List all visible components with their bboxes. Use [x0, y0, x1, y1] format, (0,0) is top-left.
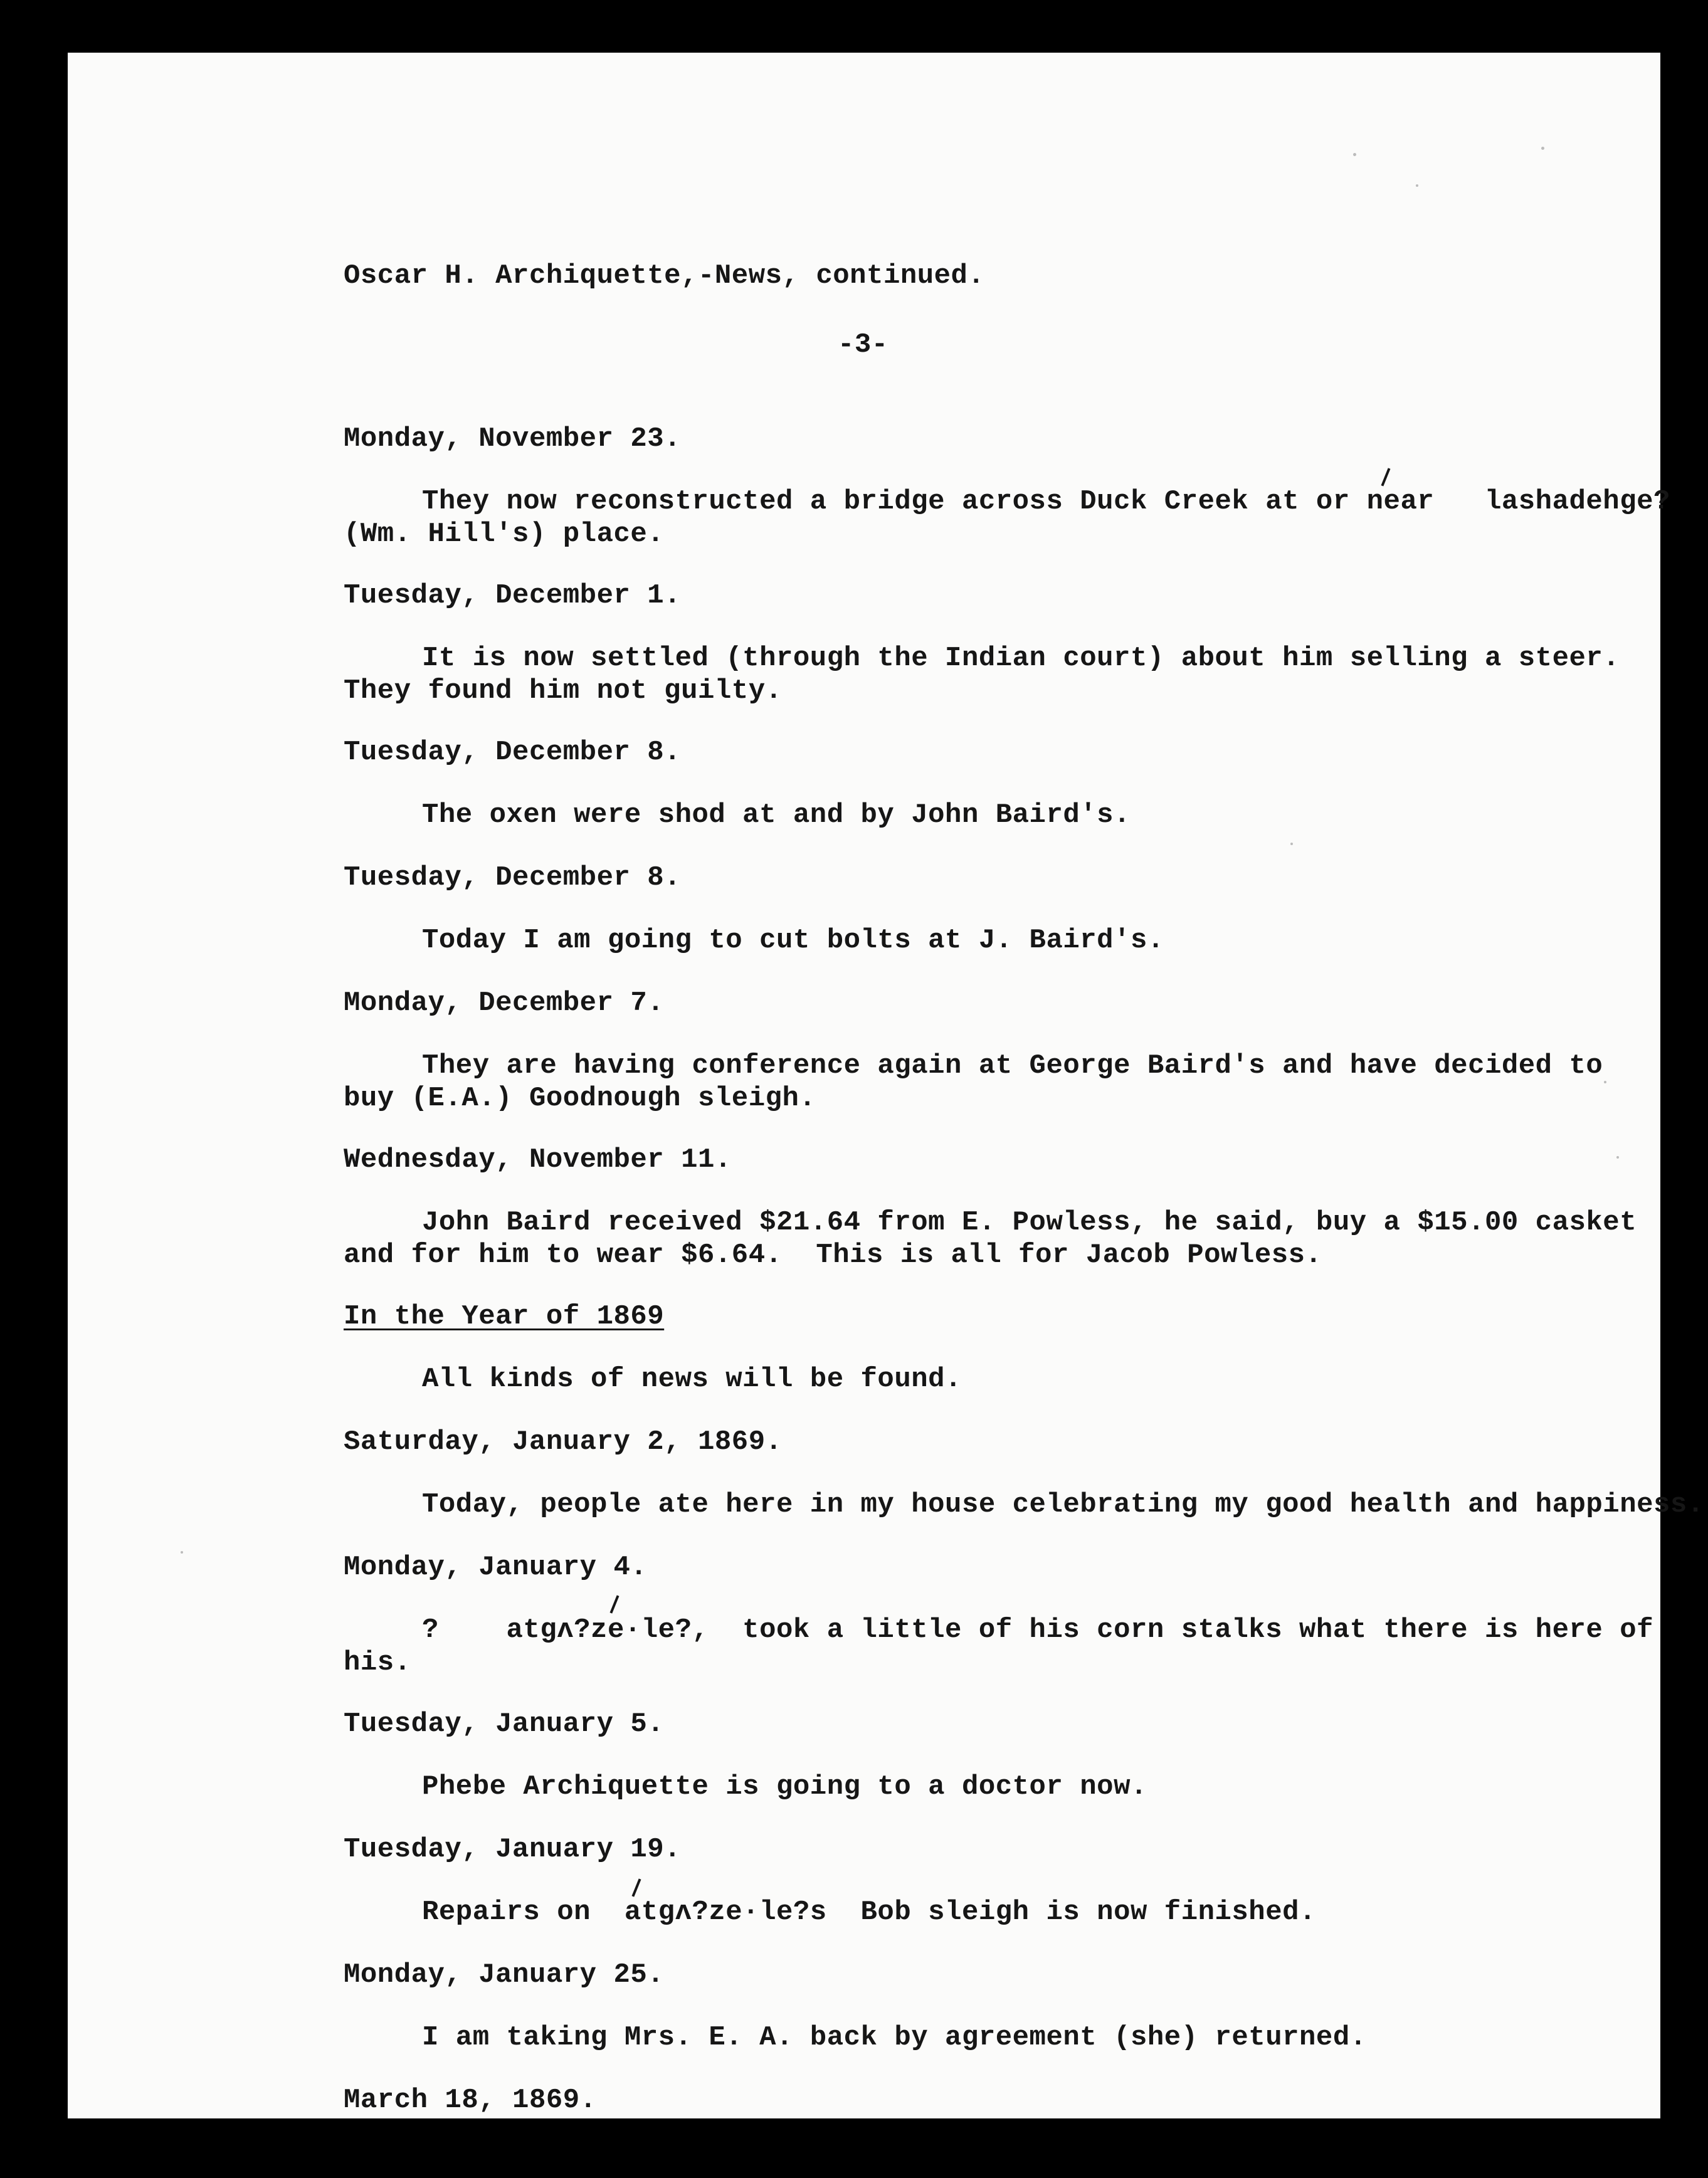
- paper-speck: [1416, 184, 1418, 187]
- entry-text: They now reconstructed a bridge across Duck Creek at or near lashadehge?: [422, 486, 1670, 517]
- paper-speck: [1604, 1081, 1606, 1083]
- entry-text: I am taking Mrs. E. A. back by agreement (she) returned.: [422, 2022, 1367, 2053]
- entry-date: Monday, December 7.: [344, 987, 665, 1019]
- entry-text: buy (E.A.) Goodnough sleigh.: [344, 1083, 816, 1114]
- entry-date: Tuesday, January 19.: [344, 1834, 682, 1865]
- entry-date: Monday, November 23.: [344, 423, 682, 455]
- entry-date: Tuesday, December 8.: [344, 862, 682, 893]
- paper-speck: [1541, 147, 1544, 150]
- paper-speck: [1616, 1156, 1619, 1159]
- entry-date: Tuesday, December 1.: [344, 580, 682, 611]
- entry-text: Repairs on atgʌ?ze·le?s Bob sleigh is now finished.: [422, 1897, 1316, 1928]
- entry-date: Tuesday, January 5.: [344, 1708, 665, 1740]
- entry-text: ? atgʌ?ze·le?, took a little of his corn stalks what there is here of: [422, 1614, 1654, 1646]
- entry-text: They found him not guilty.: [344, 675, 783, 707]
- entry-text: The oxen were shod at and by John Baird's.: [422, 799, 1131, 831]
- document-title: Oscar H. Archiquette,-News, continued.: [344, 260, 985, 292]
- accent-mark: [632, 1878, 641, 1897]
- entry-text: Today, people ate here in my house celebrating my good health and happiness.: [422, 1489, 1704, 1520]
- entry-date: Monday, January 4.: [344, 1552, 648, 1583]
- paper-speck: [181, 1551, 183, 1554]
- entry-text: They are having conference again at George Baird's and have decided to: [422, 1050, 1603, 1081]
- entry-date: Wednesday, November 11.: [344, 1144, 732, 1176]
- accent-mark: [610, 1595, 619, 1613]
- footer-date: March 18, 1869.: [344, 2085, 597, 2116]
- entry-text: and for him to wear $6.64. This is all for Jacob Powless.: [344, 1239, 1322, 1271]
- entry-text: Today I am going to cut bolts at J. Baird's.: [422, 925, 1164, 956]
- entry-text: It is now settled (through the Indian court) about him selling a steer.: [422, 643, 1620, 674]
- paper-speck: [1353, 153, 1356, 156]
- document-page: [68, 53, 1704, 2118]
- section-intro: All kinds of news will be found.: [422, 1364, 962, 1395]
- entry-date: Saturday, January 2, 1869.: [344, 1426, 783, 1458]
- entry-date: Monday, January 25.: [344, 1959, 665, 1991]
- entry-text: John Baird received $21.64 from E. Powless, he said, buy a $15.00 casket: [422, 1207, 1637, 1238]
- page-number: -3-: [838, 329, 888, 360]
- entry-text: Phebe Archiquette is going to a doctor now.: [422, 1771, 1147, 1802]
- entry-date: Tuesday, December 8.: [344, 737, 682, 768]
- accent-mark: [1381, 468, 1391, 486]
- entry-text: (Wm. Hill's) place.: [344, 518, 665, 550]
- paper-speck: [1290, 843, 1293, 845]
- entry-text: his.: [344, 1647, 411, 1678]
- section-heading: In the Year of 1869: [344, 1301, 665, 1332]
